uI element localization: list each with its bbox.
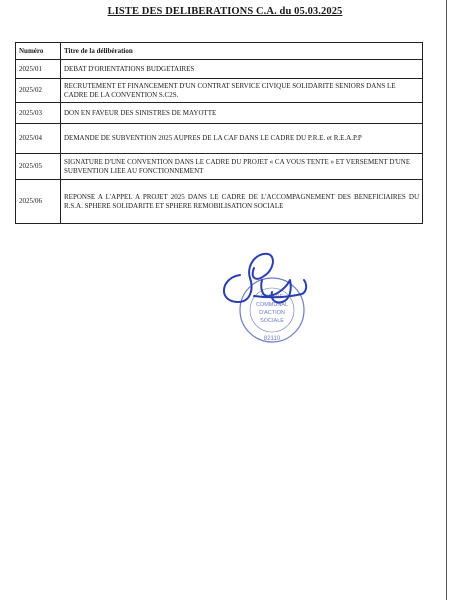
- stamp-text: D'ACTION: [259, 310, 285, 316]
- stamp-text: CENTRE: [260, 294, 284, 300]
- table-row: [16, 124, 423, 154]
- stamp-text: SOCIALE: [260, 318, 284, 324]
- column-header-title: Titre de la délibération: [61, 43, 423, 60]
- document-title: LISTE DES DELIBERATIONS C.A. du 05.03.2025: [107, 6, 343, 17]
- row-title: DEMANDE DE SUBVENTION 2025 AUPRES DE LA CAF DANS LE CADRE DU P.R.E. et R.E.A.P.P: [61, 124, 423, 154]
- row-title: DEBAT D'ORIENTATIONS BUDGETAIRES: [61, 60, 423, 79]
- official-stamp: [240, 278, 304, 342]
- signature-and-stamp: [210, 240, 320, 360]
- column-header-number: Numéro: [16, 43, 61, 60]
- row-number: 2025/04: [16, 124, 61, 154]
- table-row: [16, 60, 423, 79]
- row-number: 2025/02: [16, 79, 61, 103]
- table-row: [16, 180, 423, 224]
- stamp-text: COMMUNAL: [255, 302, 289, 308]
- row-number: 2025/05: [16, 154, 61, 180]
- page-edge-line: [446, 0, 447, 600]
- row-title: REPONSE A L'APPEL A PROJET 2025 DANS LE CADRE DE L'ACCOMPAGNEMENT DES BENEFICIAIRES DU R.S.A. SPHERE SOLIDARITE ET SPHERE REMOBILISATION SOCIALE: [61, 180, 423, 224]
- table-row: [16, 103, 423, 124]
- table-row: [16, 79, 423, 103]
- row-number: 2025/06: [16, 180, 61, 224]
- row-number: 2025/01: [16, 60, 61, 79]
- row-title: SIGNATURE D'UNE CONVENTION DANS LE CADRE DU PROJET « CA VOUS TENTE » ET VERSEMENT D'UNE SUBVENTION LIEE AU FONCTIONNEMENT: [61, 154, 423, 180]
- table-row: [16, 154, 423, 180]
- table-header-row: [16, 43, 423, 60]
- row-number: 2025/03: [16, 103, 61, 124]
- row-title: DON EN FAVEUR DES SINISTRES DE MAYOTTE: [61, 103, 423, 124]
- stamp-text: 82110: [263, 336, 281, 342]
- row-title: RECRUTEMENT ET FINANCEMENT D'UN CONTRAT SERVICE CIVIQUE SOLIDARITE SENIORS DANS LE CADRE DE LA CONVENTION S.C2S.: [61, 79, 423, 103]
- deliberations-table: [15, 42, 423, 224]
